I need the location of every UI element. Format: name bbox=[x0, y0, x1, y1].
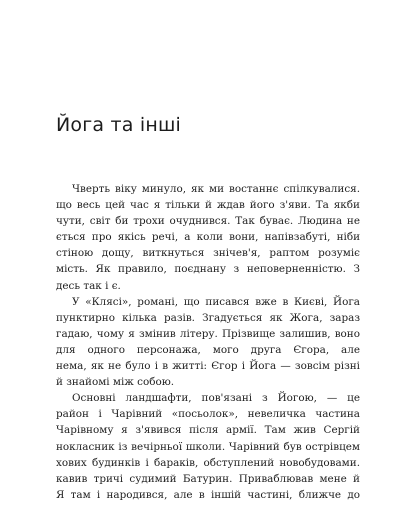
text-line: пунктирно кілька разів. Згадується як Жога, зараз bbox=[56, 311, 360, 324]
paragraph bbox=[56, 181, 360, 294]
text-line: Я там і народився, але в іншій частині, ближче до bbox=[56, 488, 360, 501]
text-line: Чверть віку минуло, як ми востаннє спілкувалися. bbox=[72, 183, 360, 195]
paragraph bbox=[56, 390, 360, 503]
text-line: хових будинків і бараків, обступлений новобудовами. bbox=[56, 456, 360, 469]
text-line: нема, як не було і в житті: Єгор і Йога — зовсім різні bbox=[56, 360, 360, 373]
text-line: нокласник із вечірньої школи. Чарівний був острівцем bbox=[56, 440, 360, 453]
text-line: район і Чарівний «посьолок», невеличка частина bbox=[56, 408, 360, 421]
text-line: У «Клясі», романі, що писався вже в Києві, Йога bbox=[72, 295, 360, 308]
text-line: стіною дощу, виткнуться знічев'я, раптом розуміє bbox=[56, 247, 360, 260]
text-line: десь так і є. bbox=[56, 279, 121, 292]
chapter-title: Йога та інші bbox=[56, 114, 182, 136]
text-line: ється про якісь речі, а коли вони, напівзабуті, ніби bbox=[56, 231, 360, 244]
paragraph bbox=[56, 294, 360, 391]
text-line: мість. Як правило, поєднану з неповерненністю. З bbox=[56, 263, 360, 276]
text-line: чути, світ би трохи очуднився. Так буває. Людина не bbox=[56, 215, 360, 228]
text-line: кавив тричі судимий Батурин. Приваблював мене й bbox=[56, 472, 360, 485]
text-line: гадаю, чому я змінив літеру. Прізвище залишив, воно bbox=[56, 327, 360, 340]
text-line: що весь цей час я тільки й ждав його з'яви. Та якби bbox=[56, 199, 360, 212]
chapter-body bbox=[56, 181, 360, 503]
text-line: й знайомі між собою. bbox=[56, 376, 175, 389]
text-line: Чарівному я з'явився після армії. Там жив Сергій bbox=[56, 424, 360, 437]
text-line: Основні ландшафти, пов'язані з Йогою, — це bbox=[72, 392, 360, 405]
text-line: для одного персонажа, мого друга Єгора, але bbox=[56, 343, 360, 356]
